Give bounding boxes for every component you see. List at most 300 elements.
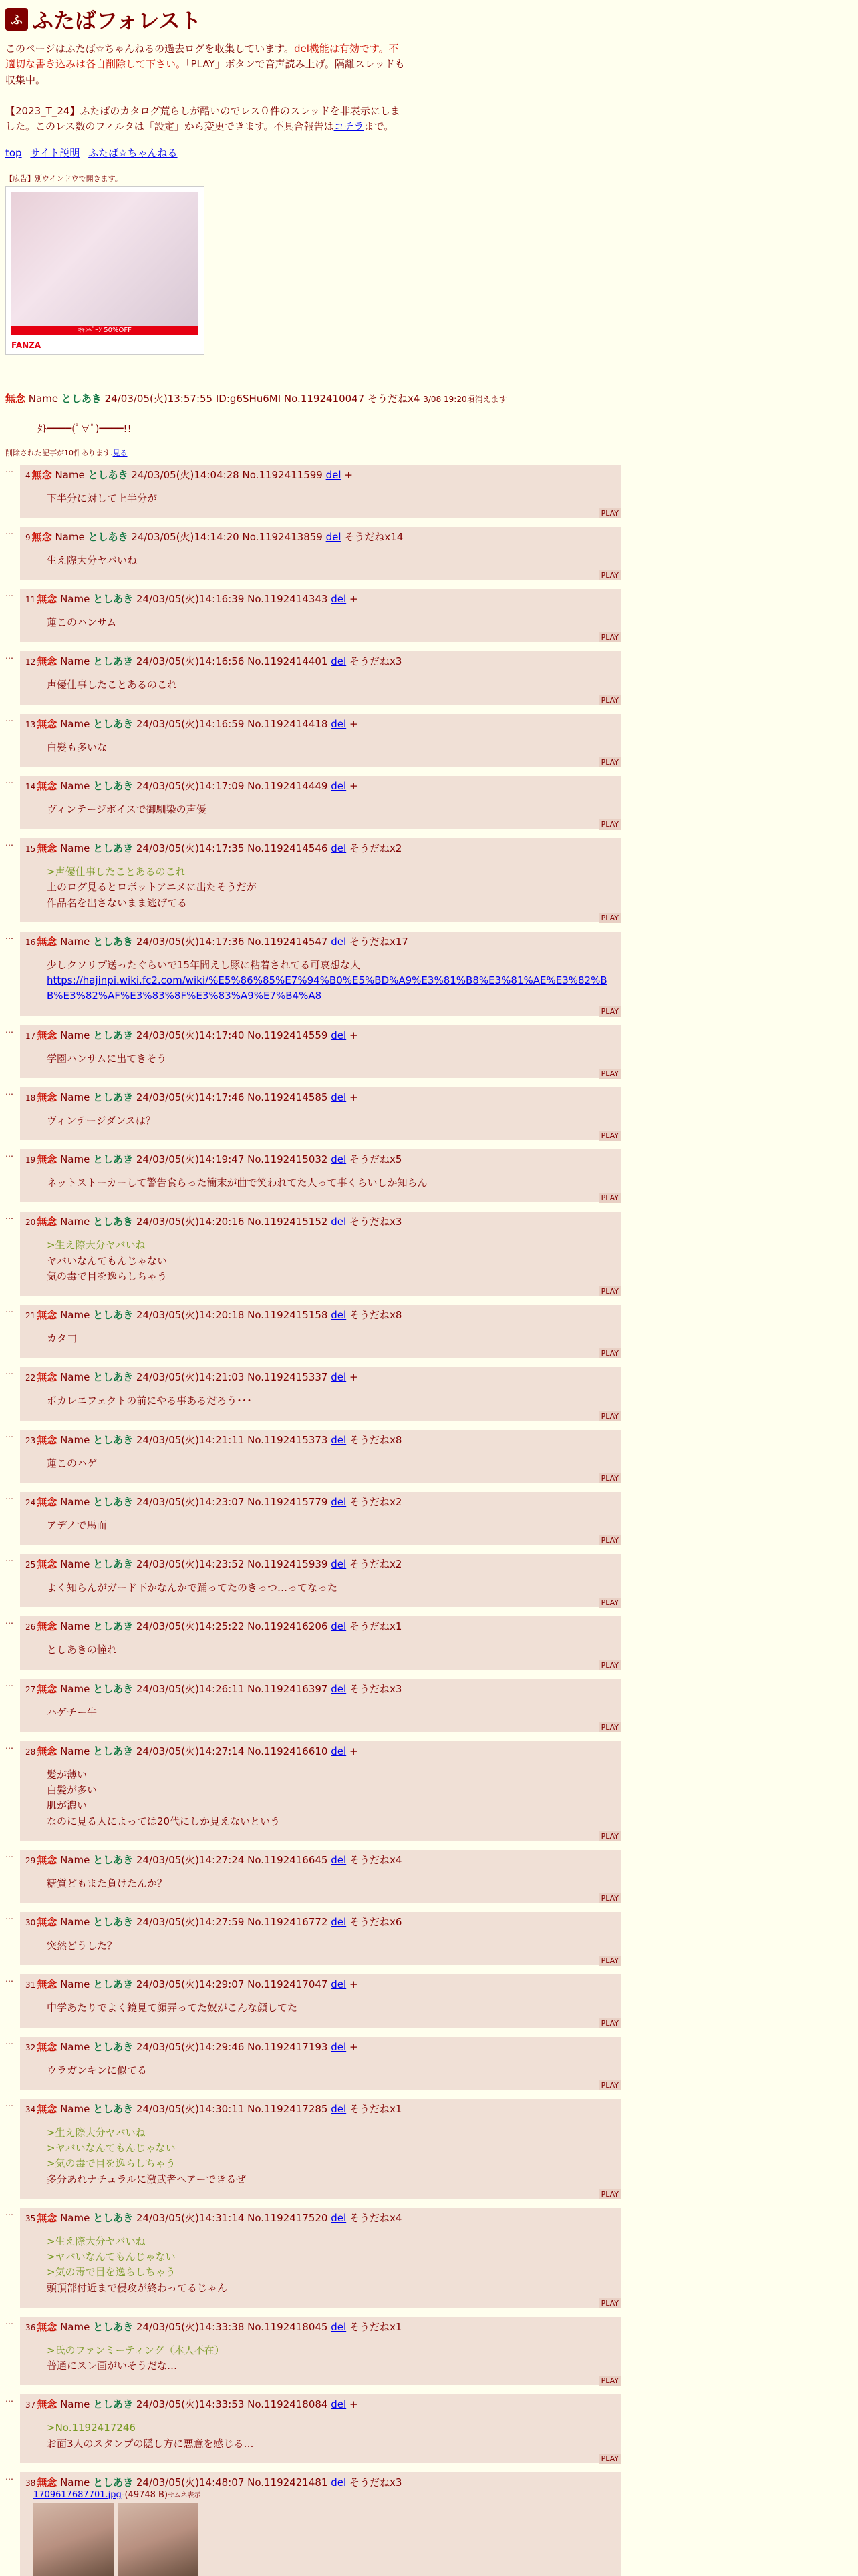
soudane-button[interactable]: そうだねx8 [349, 1309, 402, 1321]
reply-meta: 24/03/05(火)14:17:40 No.1192414559 [136, 1029, 328, 1041]
reply-meta: 24/03/05(火)14:26:11 No.1192416397 [136, 1682, 328, 1695]
reply-dots: … [5, 775, 13, 785]
reply [5, 1025, 621, 1078]
reply-header [25, 1682, 616, 1696]
quote-line: >氏のファンミーティング（本人不在） [47, 2344, 225, 2356]
reply-body [47, 958, 616, 1004]
play-button[interactable]: PLAY [599, 695, 621, 705]
del-link[interactable]: del [331, 1682, 347, 1695]
play-button[interactable]: PLAY [599, 2080, 621, 2090]
del-link[interactable]: del [331, 842, 347, 854]
soudane-button[interactable]: + [349, 1744, 358, 1757]
del-link[interactable]: del [331, 2320, 347, 2333]
op-name-label: Name [28, 392, 59, 405]
reply-header [25, 1028, 616, 1042]
reply-dots: … [5, 2394, 13, 2404]
nav-about-link[interactable]: サイト説明 [30, 146, 80, 159]
reply-name: としあき [93, 1091, 134, 1103]
reply-body [47, 1642, 616, 1658]
intro-text-2: 【2023_T_24】ふたばのカタログ荒らしが酷いのでレス０件のスレッドを非表示にしました。このレス数のフィルタは「設定」から変更できます。不具合報告は [5, 105, 400, 133]
reply [5, 1616, 621, 1670]
reply-header [25, 654, 616, 668]
del-link[interactable]: del [331, 1620, 347, 1633]
quote-line: >声優仕事したことあるのこれ [47, 866, 186, 878]
reply-body [47, 1113, 616, 1129]
thumb-toggle[interactable]: サムネ表示 [168, 2491, 201, 2499]
text-line: 中学あたりでよく鏡見て顔弄ってた奴がこんな顔してた [47, 2002, 298, 2014]
play-button[interactable]: PLAY [599, 2018, 621, 2028]
reply-dots: … [5, 1616, 13, 1626]
soudane-button[interactable]: そうだねx3 [349, 655, 402, 668]
reply-number: 4 [25, 470, 31, 480]
text-line: 肌が濃い [47, 1799, 88, 1812]
reply-name-label: Name [55, 530, 85, 543]
reply [5, 1087, 621, 1140]
reply-body [47, 1705, 616, 1720]
del-link[interactable]: del [331, 1029, 347, 1041]
reply-body [47, 2343, 616, 2374]
reply-header [25, 1744, 616, 1758]
play-row [25, 509, 621, 518]
reply-meta: 24/03/05(火)14:16:56 No.1192414401 [136, 655, 328, 668]
play-row [25, 1069, 621, 1078]
reply-meta: 24/03/05(火)14:14:20 No.1192413859 [131, 530, 323, 543]
report-link[interactable]: コチラ [333, 120, 364, 133]
reply-name-label: Name [60, 2040, 90, 2053]
reply-subject: 無念 [37, 1744, 57, 1757]
play-button[interactable]: PLAY [599, 1535, 621, 1545]
reply-subject: 無念 [37, 2102, 57, 2115]
reply-header [25, 1619, 616, 1633]
reply-header [25, 2475, 616, 2489]
play-row [25, 1349, 621, 1358]
thumbnail-image[interactable] [33, 2503, 114, 2576]
thumbnail-image[interactable] [118, 2503, 198, 2576]
reply-subject: 無念 [37, 1853, 57, 1866]
reply-subject: 無念 [37, 1371, 57, 1384]
play-button[interactable]: PLAY [599, 1956, 621, 1966]
ad-banner[interactable] [5, 186, 204, 355]
play-row [25, 1412, 621, 1421]
reply-header [25, 1152, 616, 1166]
del-link[interactable]: del [331, 1091, 347, 1103]
del-link[interactable]: del [331, 717, 347, 730]
text-line: 作品名を出さないまま逃げてる [47, 896, 188, 909]
reply-number: 13 [25, 719, 36, 729]
reply-name: としあき [93, 1309, 134, 1321]
soudane-button[interactable]: + [349, 2398, 358, 2411]
reply-subject: 無念 [37, 842, 57, 854]
nav-futaba-link[interactable]: ふたば☆ちゃんねる [88, 146, 178, 159]
soudane-button[interactable]: そうだねx3 [349, 1682, 402, 1695]
thread [0, 391, 858, 2576]
reply [5, 1491, 621, 1545]
del-link[interactable]: del [331, 2211, 347, 2224]
del-link[interactable]: del [331, 1916, 347, 1928]
reply [5, 526, 621, 580]
reply-name-label: Name [60, 593, 90, 605]
reply-name: としあき [93, 2476, 134, 2489]
reply-name: としあき [93, 1558, 134, 1570]
reply [5, 1367, 621, 1421]
text-line: 髪が薄い [47, 1768, 88, 1781]
reply-meta: 24/03/05(火)14:33:53 No.1192418084 [136, 2398, 328, 2411]
ad-brand: FANZA [11, 340, 41, 350]
play-button[interactable]: PLAY [599, 508, 621, 518]
del-link[interactable]: del [331, 1853, 347, 1866]
reply [5, 1212, 621, 1296]
soudane-button[interactable]: + [349, 1371, 358, 1384]
reply [5, 589, 621, 642]
del-link[interactable]: del [331, 2476, 347, 2489]
text-line: ハゲチー牛 [47, 1706, 98, 1718]
reply-name-label: Name [60, 1978, 90, 1991]
soudane-button[interactable]: + [349, 779, 358, 792]
reply-name-label: Name [60, 2102, 90, 2115]
reply-meta: 24/03/05(火)14:17:46 No.1192414585 [136, 1091, 328, 1103]
reply-dots: … [5, 1849, 13, 1859]
op-meta: 24/03/05(火)13:57:55 ID:g6SHu6MI No.1192410047 [104, 392, 365, 405]
reply-dots: … [5, 526, 13, 536]
reply-name: としあき [93, 1153, 134, 1165]
play-button[interactable]: PLAY [599, 2376, 621, 2386]
play-button[interactable]: PLAY [599, 570, 621, 580]
play-row [25, 2081, 621, 2090]
play-button[interactable]: PLAY [599, 1069, 621, 1079]
play-button[interactable]: PLAY [599, 1411, 621, 1421]
play-button[interactable]: PLAY [599, 1831, 621, 1841]
reply [5, 2207, 621, 2308]
file-link[interactable]: 1709617687701.jpg [33, 2489, 122, 2500]
soudane-button[interactable]: そうだねx4 [349, 2211, 402, 2224]
play-row [25, 1474, 621, 1483]
reply-dots: … [5, 1305, 13, 1314]
reply-name-label: Name [60, 2476, 90, 2489]
text-line: ヤバいなんてもんじゃない [47, 1254, 168, 1267]
del-link[interactable]: del [325, 530, 341, 543]
reply-subject: 無念 [37, 2040, 57, 2053]
reply-body [47, 2125, 616, 2187]
reply-header [25, 1977, 616, 1991]
play-row [25, 696, 621, 705]
reply-body [47, 740, 616, 755]
op-body: ﾀﾄ━━━━(ﾟ∀ﾟ)━━━━!! [37, 422, 132, 435]
reply-name: としあき [93, 717, 134, 730]
soudane-button[interactable]: そうだねx1 [349, 2102, 402, 2115]
quote-line: >気の毒で目を逸らしちゃう [47, 2266, 176, 2279]
quote-line: >生え際大分ヤバいね [47, 2126, 146, 2139]
del-link[interactable]: del [331, 2398, 347, 2411]
del-link[interactable]: del [331, 1216, 347, 1228]
soudane-button[interactable]: そうだねx4 [349, 1853, 402, 1866]
reply-name-label: Name [60, 1495, 90, 1508]
text-line: 蓮このハゲ [47, 1457, 98, 1469]
reply-subject: 無念 [37, 1029, 57, 1041]
del-link[interactable]: del [331, 2102, 347, 2115]
reply-name: としあき [93, 2040, 134, 2053]
reply-number: 25 [25, 1560, 36, 1570]
del-link[interactable]: del [331, 1744, 347, 1757]
reply-name: としあき [93, 2102, 134, 2115]
play-button[interactable]: PLAY [599, 819, 621, 830]
del-link[interactable]: del [331, 2040, 347, 2053]
intro-text-1: このページはふたば☆ちゃんねるの過去ログを収集しています。 [5, 43, 294, 55]
file-size: -(49748 B) [121, 2489, 168, 2500]
reply [5, 1429, 621, 1483]
show-deleted-link[interactable]: 見る [112, 448, 128, 457]
soudane-button[interactable]: そうだねx17 [349, 935, 408, 948]
soudane-button[interactable]: + [349, 593, 358, 605]
reply-header [25, 1433, 616, 1447]
reply-body [47, 802, 616, 817]
quote-line: >No.1192417246 [47, 2422, 136, 2434]
del-link[interactable]: del [331, 1978, 347, 1991]
reply-meta: 24/03/05(火)14:29:07 No.1192417047 [136, 1978, 328, 1991]
soudane-button[interactable]: そうだねx2 [349, 842, 402, 854]
reply-subject: 無念 [37, 717, 57, 730]
play-row [25, 1007, 621, 1016]
reply-dots: … [5, 1974, 13, 1984]
play-button[interactable]: PLAY [599, 1893, 621, 1903]
reply-number: 34 [25, 2104, 36, 2114]
reply [5, 1678, 621, 1732]
soudane-button[interactable]: そうだねx8 [349, 1433, 402, 1446]
del-link[interactable]: del [331, 1309, 347, 1321]
reply-subject: 無念 [37, 593, 57, 605]
reply-dots: … [5, 1912, 13, 1921]
reply [5, 2316, 621, 2386]
reply-subject: 無念 [37, 1091, 57, 1103]
del-link[interactable]: del [331, 1153, 347, 1165]
reply [5, 1974, 621, 2028]
soudane-button[interactable]: + [349, 1029, 358, 1041]
reply-name: としあき [93, 1216, 134, 1228]
play-button[interactable]: PLAY [599, 1286, 621, 1296]
reply-number: 29 [25, 1855, 36, 1865]
play-button[interactable]: PLAY [599, 2189, 621, 2199]
soudane-button[interactable]: そうだねx14 [344, 530, 404, 543]
play-row [25, 758, 621, 767]
play-button[interactable]: PLAY [599, 1660, 621, 1670]
del-link[interactable]: del [331, 593, 347, 605]
reply-name-label: Name [60, 1029, 90, 1041]
play-button[interactable]: PLAY [599, 1006, 621, 1017]
file-line [33, 2489, 616, 2500]
reply-dots: … [5, 2036, 13, 2046]
text-line: 糖質どもまた負けたんか？ [47, 1877, 168, 1889]
reply-dots: … [5, 651, 13, 661]
intro-text-2-end: まで。 [364, 120, 394, 133]
soudane-button[interactable]: そうだねx3 [349, 2476, 402, 2489]
text-line: ネットストーカーして警告食らった簡末が曲で笑われてた人って事くらいしか知らん [47, 1177, 428, 1189]
play-button[interactable]: PLAY [599, 1722, 621, 1732]
soudane-button[interactable]: そうだねx2 [349, 1495, 402, 1508]
reply-body [47, 1175, 616, 1191]
reply-meta: 24/03/05(火)14:17:35 No.1192414546 [136, 842, 328, 854]
reply-dots: … [5, 1367, 13, 1377]
del-link[interactable]: del [331, 935, 347, 948]
reply-header [25, 530, 616, 544]
reply-body [47, 2234, 616, 2296]
reply-number: 20 [25, 1218, 36, 1228]
soudane-button[interactable]: そうだねx6 [349, 1916, 402, 1928]
reply-header [25, 2102, 616, 2116]
reply-subject: 無念 [37, 935, 57, 948]
play-button[interactable]: PLAY [599, 2454, 621, 2464]
reply-name: としあき [93, 593, 134, 605]
reply-number: 30 [25, 1918, 36, 1927]
reply-number: 23 [25, 1435, 36, 1445]
del-link[interactable]: del [325, 468, 341, 481]
soudane-button[interactable]: そうだねx1 [349, 1620, 402, 1633]
play-button[interactable]: PLAY [599, 2298, 621, 2308]
reply-number: 28 [25, 1746, 36, 1757]
soudane-button[interactable]: そうだねx2 [349, 1558, 402, 1570]
soudane-button[interactable]: そうだねx1 [349, 2320, 402, 2333]
title-row [5, 4, 853, 35]
play-button[interactable]: PLAY [599, 1348, 621, 1358]
reply-subject: 無念 [37, 1153, 57, 1165]
reply [5, 2394, 621, 2463]
del-link[interactable]: del [331, 779, 347, 792]
reply-name-label: Name [60, 935, 90, 948]
reply-subject: 無念 [37, 779, 57, 792]
del-link[interactable]: del [331, 1433, 347, 1446]
quote-line: >生え際大分ヤバいね [47, 2235, 146, 2247]
reply-name-label: Name [60, 1371, 90, 1384]
reply-name-label: Name [60, 1153, 90, 1165]
text-line: 下半分に対して上半分が [47, 492, 158, 504]
reply-header [25, 1495, 616, 1509]
reply-number: 22 [25, 1373, 36, 1383]
reply-number: 15 [25, 844, 36, 854]
play-row [25, 1131, 621, 1140]
reply-header [25, 1308, 616, 1322]
play-button[interactable]: PLAY [599, 632, 621, 642]
reply-name-label: Name [60, 717, 90, 730]
reply [5, 2098, 621, 2199]
reply-subject: 無念 [37, 1682, 57, 1695]
soudane-button[interactable]: そうだねx3 [349, 1216, 402, 1228]
text-line: 白髪が多い [47, 1784, 98, 1796]
reply-meta: 24/03/05(火)14:21:03 No.1192415337 [136, 1371, 328, 1384]
op-subject: 無念 [5, 392, 26, 405]
play-button[interactable]: PLAY [599, 1473, 621, 1483]
soudane-button[interactable]: + [349, 2040, 358, 2053]
reply-subject: 無念 [37, 1216, 57, 1228]
reply-subject: 無念 [37, 1433, 57, 1446]
reply-subject: 無念 [37, 1309, 57, 1321]
reply-meta: 24/03/05(火)14:21:11 No.1192415373 [136, 1433, 328, 1446]
reply [5, 1554, 621, 1608]
soudane-button[interactable]: そうだねx5 [349, 1153, 402, 1165]
reply-body [47, 1876, 616, 1891]
ad-bar[interactable]: ｷｬﾝﾍﾟｰﾝ 50%OFF [11, 326, 198, 335]
play-button[interactable]: PLAY [599, 1131, 621, 1141]
reply-number: 37 [25, 2400, 36, 2410]
soudane-button[interactable]: + [344, 468, 353, 481]
reply-meta: 24/03/05(火)14:16:39 No.1192414343 [136, 593, 328, 605]
external-link[interactable]: https://hajinpi.wiki.fc2.com/wiki/%E5%86%85%E7%94%B0%E5%BD%A9%E3%81%B8%E3%81%AE%E3%82%BB%E3%82%AF%E3%83%8F%E3%83%A9%E7%B4%A8 [47, 974, 607, 1002]
text-line: ヴィンテージダンスは？ [47, 1114, 156, 1127]
soudane-button[interactable]: + [349, 717, 358, 730]
reply-subject: 無念 [31, 468, 52, 481]
play-row [25, 2190, 621, 2199]
deleted-text: 削除された記事が10件あります. [5, 448, 113, 457]
del-link[interactable]: del [331, 1371, 347, 1384]
reply-meta: 24/03/05(火)14:17:09 No.1192414449 [136, 779, 328, 792]
soudane-button[interactable]: + [349, 1091, 358, 1103]
reply-header [25, 2320, 616, 2334]
play-button[interactable]: PLAY [599, 1193, 621, 1203]
nav-top-link[interactable]: top [5, 146, 22, 159]
play-row [25, 2454, 621, 2463]
reply-name: としあき [93, 1029, 134, 1041]
play-row [25, 2019, 621, 2028]
reply-meta: 24/03/05(火)14:19:47 No.1192415032 [136, 1153, 328, 1165]
reply-dots: … [5, 1678, 13, 1688]
reply-name: としあき [93, 1371, 134, 1384]
reply-body [47, 1238, 616, 1284]
del-link[interactable]: del [331, 1495, 347, 1508]
text-line: 少しクソリプ送ったぐらいで15年間えし豚に粘着されてる可哀想な人 [47, 958, 361, 971]
del-link[interactable]: del [331, 1558, 347, 1570]
play-button[interactable]: PLAY [599, 913, 621, 923]
reply-subject: 無念 [37, 2398, 57, 2411]
reply-meta: 24/03/05(火)14:27:14 No.1192416610 [136, 1744, 328, 1757]
reply-body [47, 2420, 616, 2452]
op-soudane[interactable]: そうだねx4 [368, 392, 420, 405]
play-button[interactable]: PLAY [599, 1598, 621, 1608]
reply-body [47, 2063, 616, 2078]
reply-meta: 24/03/05(火)14:29:46 No.1192417193 [136, 2040, 328, 2053]
deleted-note [5, 447, 853, 458]
reply-header [25, 717, 616, 731]
reply-body [47, 1331, 616, 1346]
play-button[interactable]: PLAY [599, 757, 621, 767]
site-logo-icon: ふ [5, 8, 28, 31]
reply-name: としあき [93, 2398, 134, 2411]
reply-header [25, 841, 616, 855]
reply-body [47, 553, 616, 568]
text-line: 普通にスレ画がいそうだな… [47, 2360, 178, 2372]
ad-image[interactable] [11, 192, 198, 326]
play-row [25, 2376, 621, 2385]
reply-body [47, 677, 616, 693]
reply-header [25, 2040, 616, 2054]
soudane-button[interactable]: + [349, 1978, 358, 1991]
del-link[interactable]: del [331, 655, 347, 668]
reply-list [5, 465, 853, 2576]
reply-header [25, 1370, 616, 1384]
reply-name-label: Name [60, 1433, 90, 1446]
reply-name: としあき [88, 530, 128, 543]
text-line: ウラガンキンに似てる [47, 2064, 147, 2076]
reply-name: としあき [93, 842, 134, 854]
quote-line: >生え際大分ヤバいね [47, 1239, 146, 1252]
play-row [25, 1832, 621, 1841]
reply [5, 838, 621, 922]
reply-dots: … [5, 1212, 13, 1222]
text-line: お面3人のスタンプの隠し方に悪意を感じる… [47, 2437, 254, 2450]
reply-header [25, 2397, 616, 2411]
reply-dots: … [5, 2316, 13, 2326]
reply-name-label: Name [60, 1620, 90, 1633]
reply-name-label: Name [60, 1309, 90, 1321]
reply-number: 14 [25, 781, 36, 791]
reply-body [47, 1580, 616, 1596]
reply-body [47, 1051, 616, 1067]
